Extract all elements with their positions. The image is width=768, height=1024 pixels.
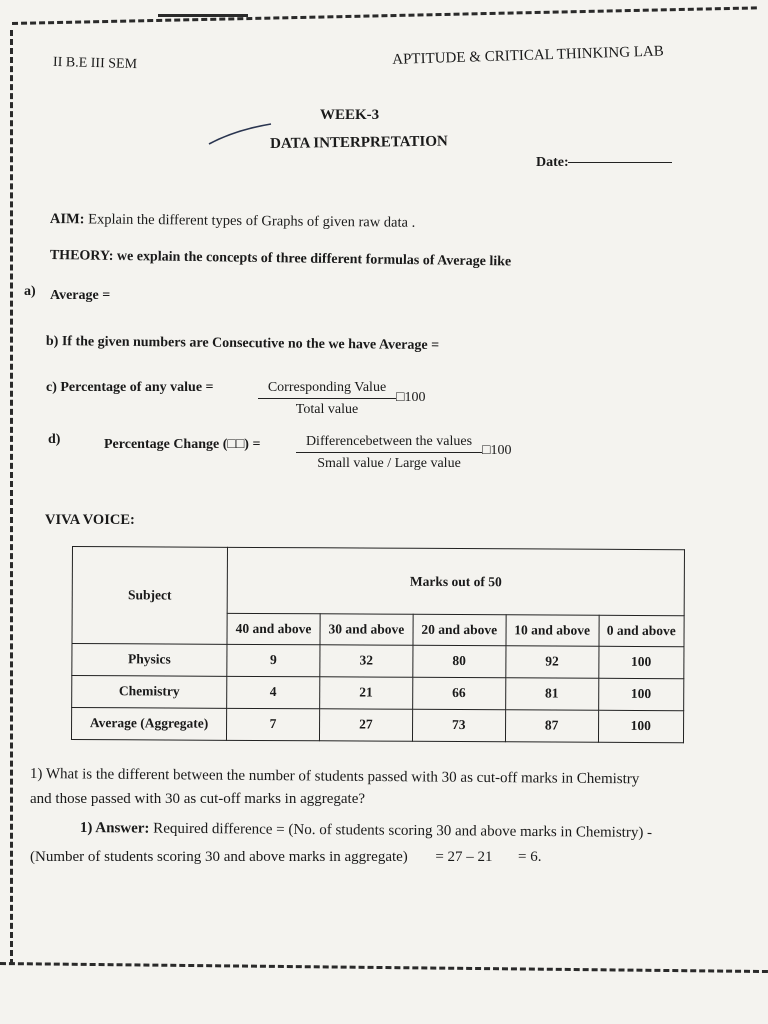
column-header: 30 and above: [320, 614, 413, 645]
left-border: [10, 30, 13, 965]
table-cell: 66: [412, 677, 505, 710]
row-subject: Physics: [72, 643, 227, 676]
lab-title: APTITUDE & CRITICAL THINKING LAB: [392, 43, 665, 68]
bottom-border: [0, 962, 768, 973]
formula-d-numerator: Differencebetween the values: [296, 434, 482, 453]
table-cell: 7: [226, 708, 319, 741]
table-cell: 100: [598, 710, 684, 743]
table-cell: 87: [505, 710, 598, 743]
column-header: 0 and above: [598, 616, 684, 647]
table-cell: 100: [598, 678, 684, 711]
answer-line-2: [30, 845, 542, 870]
table-cell: 27: [319, 709, 412, 742]
table-row: [72, 675, 684, 710]
formula-c-fraction: [258, 380, 396, 418]
table-cell: 21: [320, 676, 413, 709]
marks-table: [71, 546, 685, 743]
table-cell: 32: [320, 644, 413, 677]
answer-line-1: [80, 816, 652, 846]
column-header: 10 and above: [506, 615, 599, 646]
answer-text-1: Required difference = (No. of students scoring 30 and above marks in Chemistry) -: [153, 820, 653, 841]
answer-calc-2: = 6.: [518, 849, 542, 865]
top-border: [12, 6, 757, 25]
theory-line: [50, 248, 512, 270]
week-label: WEEK-3: [320, 107, 380, 123]
table-cell: 81: [505, 677, 598, 710]
row-subject: Chemistry: [72, 675, 227, 708]
question-line-1: 1) What is the different between the number of students passed with 30 as cut-off marks in Chemistry: [29, 765, 640, 788]
table-row: [72, 643, 684, 678]
formula-d-text: Percentage Change (□□) =: [104, 437, 261, 452]
formula-d-denominator: Small value / Large value: [317, 456, 461, 471]
formula-c-numerator: Corresponding Value: [258, 380, 396, 399]
date-field-line: [568, 162, 672, 163]
viva-voice-heading: VIVA VOICE:: [45, 512, 135, 528]
theory-label: THEORY:: [49, 248, 114, 264]
date-label: Date:: [536, 155, 569, 170]
marks-group-header: Marks out of 50: [227, 547, 684, 616]
answer-text-2: (Number of students scoring 30 and above marks in aggregate): [30, 849, 408, 865]
formula-b-text: b) If the given numbers are Consecutive no the we have Average =: [45, 334, 440, 354]
column-header: 20 and above: [413, 615, 506, 646]
subject-header: Subject: [72, 547, 228, 644]
formula-c-multiplier: □100: [396, 390, 426, 405]
formula-c-denominator: Total value: [295, 402, 359, 417]
table-cell: 9: [227, 644, 320, 677]
row-subject: Average (Aggregate): [71, 707, 226, 740]
formula-c-text: c) Percentage of any value =: [46, 380, 214, 395]
formula-d-fraction: [296, 434, 482, 472]
formula-d-multiplier: □100: [482, 443, 512, 458]
table-cell: 92: [505, 645, 598, 678]
aim-label: AIM:: [49, 211, 85, 228]
table-cell: 100: [598, 646, 684, 679]
formula-a-marker: a): [24, 284, 36, 299]
theory-text: we explain the concepts of three different formulas of Average like: [116, 248, 512, 270]
pen-stroke: [205, 120, 275, 150]
semester-label: II B.E III SEM: [52, 54, 138, 73]
table-cell: 73: [412, 709, 505, 742]
column-header: 40 and above: [227, 614, 320, 645]
table-row: [71, 707, 683, 742]
aim-line: [50, 211, 416, 232]
page-title: DATA INTERPRETATION: [270, 133, 448, 152]
formula-d-marker: d): [48, 432, 61, 447]
formula-a-text: Average =: [50, 288, 111, 303]
answer-calc-1: = 27 – 21: [435, 849, 493, 865]
aim-text: Explain the different types of Graphs of given raw data .: [88, 211, 416, 231]
table-cell: 4: [227, 676, 320, 709]
question-line-2: and those passed with 30 as cut-off marks in aggregate?: [30, 791, 366, 807]
table-cell: 80: [413, 645, 506, 678]
answer-label: 1) Answer:: [79, 819, 150, 837]
